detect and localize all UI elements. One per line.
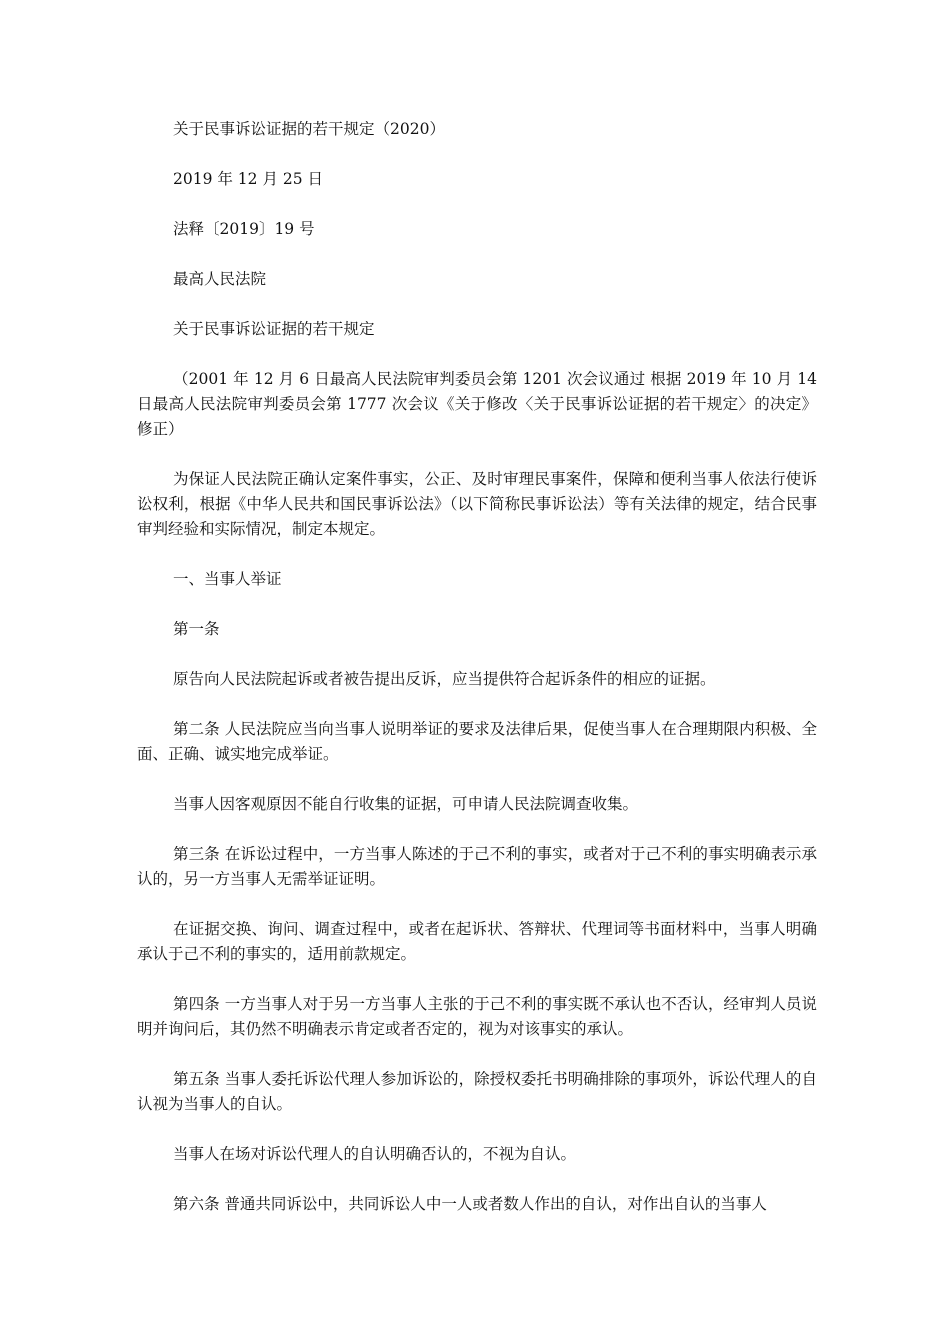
section-heading: 一、当事人举证 [173, 570, 282, 588]
article-paragraph: 第四条 一方当事人对于另一方当事人主张的于己不利的事实既不承认也不否认，经审判人员说明并询问后，其仍然不明确表示肯定或者否定的，视为对该事实的承认。 [137, 995, 817, 1038]
revision-note: （2001 年 12 月 6 日最高人民法院审判委员会第 1201 次会议通过 根据 2019 年 10 月 14 日最高人民法院审判委员会第 1777 次会议《关于修改〈关于民事诉讼证据的若干规定〉的决定》修正） [137, 370, 817, 438]
article-paragraph: 第五条 当事人委托诉讼代理人参加诉讼的，除授权委托书明确排除的事项外，诉讼代理人的自认视为当事人的自认。 [137, 1070, 817, 1113]
document-issuer: 最高人民法院 [173, 270, 267, 288]
article-paragraph: 在证据交换、询问、调查过程中，或者在起诉状、答辩状、代理词等书面材料中，当事人明确承认于己不利的事实的，适用前款规定。 [137, 920, 817, 963]
article-paragraph: 第二条 人民法院应当向当事人说明举证的要求及法律后果，促使当事人在合理期限内积极、全面、正确、诚实地完成举证。 [137, 720, 817, 763]
preamble-paragraph: 为保证人民法院正确认定案件事实，公正、及时审理民事案件，保障和便利当事人依法行使诉讼权利，根据《中华人民共和国民事诉讼法》（以下简称民事诉讼法）等有关法律的规定，结合民事审判经验和实际情况，制定本规定。 [137, 470, 817, 538]
article-paragraph: 当事人在场对诉讼代理人的自认明确否认的，不视为自认。 [173, 1145, 577, 1163]
article-paragraph: 第三条 在诉讼过程中，一方当事人陈述的于己不利的事实，或者对于己不利的事实明确表示承认的，另一方当事人无需举证证明。 [137, 845, 817, 888]
article-paragraph: 当事人因客观原因不能自行收集的证据，可申请人民法院调查收集。 [173, 795, 639, 813]
article-paragraph: 第六条 普通共同诉讼中，共同诉讼人中一人或者数人作出的自认，对作出自认的当事人 [173, 1195, 767, 1213]
document-number: 法释〔2019〕19 号 [173, 220, 315, 238]
document-subtitle: 关于民事诉讼证据的若干规定 [173, 320, 375, 338]
article-paragraph: 原告向人民法院起诉或者被告提出反诉，应当提供符合起诉条件的相应的证据。 [173, 670, 716, 688]
article-heading: 第一条 [173, 620, 220, 638]
document-date: 2019 年 12 月 25 日 [173, 170, 324, 188]
document-title: 关于民事诉讼证据的若干规定（2020） [173, 120, 445, 138]
